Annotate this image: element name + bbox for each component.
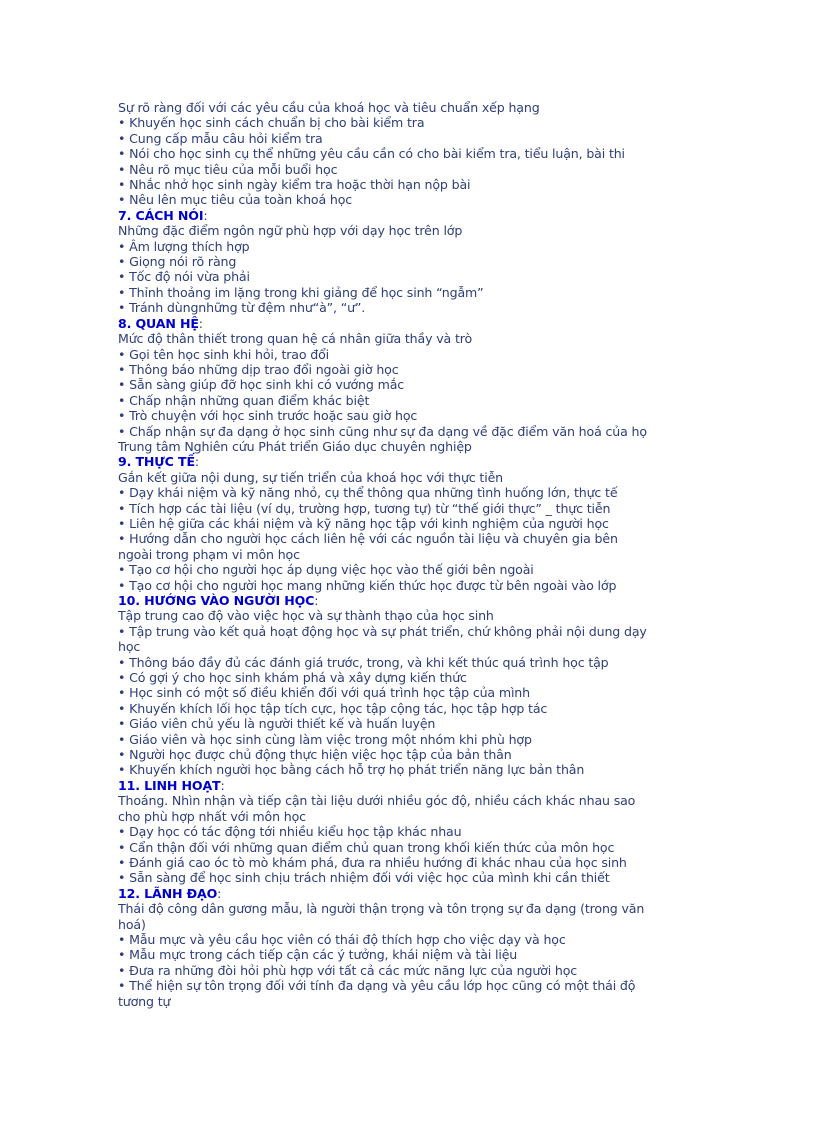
bullet-item: • Cung cấp mẫu câu hỏi kiểm tra xyxy=(118,130,323,146)
bullet-item: • Giáo viên chủ yếu là người thiết kế và huấn luyện xyxy=(118,716,436,732)
bullet-item: • Tạo cơ hội cho người học mang những kiến thức học được từ bên ngoài vào lớp xyxy=(118,577,617,593)
section-heading xyxy=(118,593,658,608)
bullet-item: • Thông báo đầy đủ các đánh giá trước, trong, và khi kết thúc quá trình học tập xyxy=(118,654,609,670)
heading-colon: : xyxy=(314,593,319,608)
section-heading xyxy=(118,208,658,223)
bullet-item: • Dạy học có tác động tới nhiều kiểu học tập khác nhau xyxy=(118,824,462,840)
bullet-item: • Chấp nhận những quan điểm khác biệt xyxy=(118,392,370,408)
bullet-item: • Sẵn sàng giúp đỡ học sinh khi có vướng mắc xyxy=(118,377,405,393)
section-heading-text: 10. HƯỚNG VÀO NGƯỜI HỌC xyxy=(118,593,315,608)
bullet-item: • Có gợi ý cho học sinh khám phá và xây dựng kiến thức xyxy=(118,670,467,686)
bullet-item: • Giáo viên và học sinh cùng làm việc trong một nhóm khi phù hợp xyxy=(118,731,532,747)
text-line: hoá) xyxy=(118,916,146,932)
section-heading xyxy=(118,316,658,331)
bullet-item: • Tốc độ nói vừa phải xyxy=(118,269,250,285)
bullet-item: • Tạo cơ hội cho người học áp dụng việc học vào thế giới bên ngoài xyxy=(118,562,534,578)
section-heading-text: 12. LÃNH ĐẠO xyxy=(118,885,218,901)
bullet-item: • Cẩn thận đối với những quan điểm chủ quan trong khối kiến thức của môn học xyxy=(118,839,615,855)
bullet-item: • Giọng nói rõ ràng xyxy=(118,254,237,270)
bullet-item: • Chấp nhận sự đa dạng ở học sinh cũng như sự đa dạng về đặc điểm văn hoá của họ xyxy=(118,423,647,439)
document-page xyxy=(118,100,658,1009)
section-heading xyxy=(118,886,658,901)
section-heading xyxy=(118,454,658,469)
text-line: Mức độ thân thiết trong quan hệ cá nhân giữa thầy và trò xyxy=(118,331,473,347)
heading-colon: : xyxy=(198,315,203,331)
text-line: Gắn kết giữa nội dung, sự tiến triển của khoá học với thực tiễn xyxy=(118,469,503,485)
section-heading-text: 8. QUAN HỆ xyxy=(118,315,199,331)
section-heading-text: 9. THỰC TẾ xyxy=(118,454,195,470)
bullet-item: • Thể hiện sự tôn trọng đối với tính đa dạng và yêu cầu lớp học cũng có một thái độ xyxy=(118,978,636,994)
text-line: Trung tâm Nghiên cứu Phát triển Giáo dục chuyên nghiệp xyxy=(118,438,472,454)
bullet-item: • Trò chuyện với học sinh trước hoặc sau giờ học xyxy=(118,408,418,424)
bullet-item: • Hướng dẫn cho người học cách liên hệ với các nguồn tài liệu và chuyên gia bên xyxy=(118,531,618,547)
bullet-item: • Khuyến học sinh cách chuẩn bị cho bài kiểm tra xyxy=(118,115,425,131)
bullet-item: • Học sinh có một số điều khiển đối với quá trình học tập của mình xyxy=(118,685,530,701)
text-line: Tập trung cao độ vào việc học và sự thành thạo của học sinh xyxy=(118,608,494,624)
bullet-item: • Tránh dùngnhững từ đệm như“à”, “ư”. xyxy=(118,300,366,316)
bullet-item: • Khuyến khích người học bằng cách hỗ trợ họ phát triển năng lực bản thân xyxy=(118,762,585,778)
bullet-item: • Khuyến khích lối học tập tích cực, học tập cộng tác, học tập hợp tác xyxy=(118,700,548,716)
bullet-item: • Thông báo những dịp trao đổi ngoài giờ học xyxy=(118,361,399,377)
bullet-item: • Nhắc nhở học sinh ngày kiểm tra hoặc thời hạn nộp bài xyxy=(118,177,471,193)
bullet-item: • Nói cho học sinh cụ thể những yêu cầu cần có cho bài kiểm tra, tiểu luận, bài thi xyxy=(118,146,625,162)
bullet-item: • Đưa ra những đòi hỏi phù hợp với tất cả các mức năng lực của người học xyxy=(118,962,578,978)
bullet-item: • Tích hợp các tài liệu (ví dụ, trường hợp, tương tự) từ “thế giới thực” _ thực tiễn xyxy=(118,500,611,516)
heading-colon: : xyxy=(203,207,208,223)
bullet-item: • Sẵn sàng để học sinh chịu trách nhiệm đối với việc học của mình khi cần thiết xyxy=(118,870,610,886)
heading-colon: : xyxy=(217,885,222,901)
bullet-item: • Liên hệ giữa các khái niệm và kỹ năng học tập với kinh nghiệm của người học xyxy=(118,515,609,531)
bullet-item: • Nêu lên mục tiêu của toàn khoá học xyxy=(118,192,353,208)
text-line: học xyxy=(118,639,141,655)
text-line: ngoài trong phạm vi môn học xyxy=(118,546,300,562)
bullet-item: • Nêu rõ mục tiêu của mỗi buổi học xyxy=(118,161,338,177)
bullet-item: • Gọi tên học sinh khi hỏi, trao đổi xyxy=(118,346,330,362)
text-line: cho phù hợp nhất với môn học xyxy=(118,808,306,824)
bullet-item: • Người học được chủ động thực hiện việc học tập của bản thân xyxy=(118,747,512,763)
text-line: Thái độ công dân gương mẫu, là người thận trọng và tôn trọng sự đa dạng (trong văn xyxy=(118,901,645,917)
text-line: Những đặc điểm ngôn ngữ phù hợp với dạy học trên lớp xyxy=(118,223,463,239)
heading-colon: : xyxy=(194,454,199,470)
text-line: Thoáng. Nhìn nhận và tiếp cận tài liệu dưới nhiều góc độ, nhiều cách khác nhau sao xyxy=(118,793,636,809)
bullet-item: • Âm lượng thích hợp xyxy=(118,238,250,254)
section-heading-text: 7. CÁCH NÓI xyxy=(118,207,204,223)
text-line: tương tự xyxy=(118,993,171,1009)
section-heading xyxy=(118,778,658,793)
section-heading-text: 11. LINH HOẠT xyxy=(118,777,221,793)
bullet-item: • Đánh giá cao óc tò mò khám phá, đưa ra nhiều hướng đi khác nhau của học sinh xyxy=(118,854,627,870)
bullet-item: • Mẫu mực và yêu cầu học viên có thái độ thích hợp cho việc dạy và học xyxy=(118,931,566,947)
bullet-item: • Tập trung vào kết quả hoạt động học và sự phát triển, chứ không phải nội dung dạy xyxy=(118,623,647,639)
bullet-item: • Mẫu mực trong cách tiếp cận các ý tưởng, khái niệm và tài liệu xyxy=(118,947,518,963)
text-line: Sự rõ ràng đối với các yêu cầu của khoá học và tiêu chuẩn xếp hạng xyxy=(118,100,540,115)
bullet-item: • Dạy khái niệm và kỹ năng nhỏ, cụ thể thông qua những tình huống lớn, thực tế xyxy=(118,485,618,501)
bullet-item: • Thỉnh thoảng im lặng trong khi giảng để học sinh “ngẫm” xyxy=(118,284,484,300)
heading-colon: : xyxy=(220,777,225,793)
